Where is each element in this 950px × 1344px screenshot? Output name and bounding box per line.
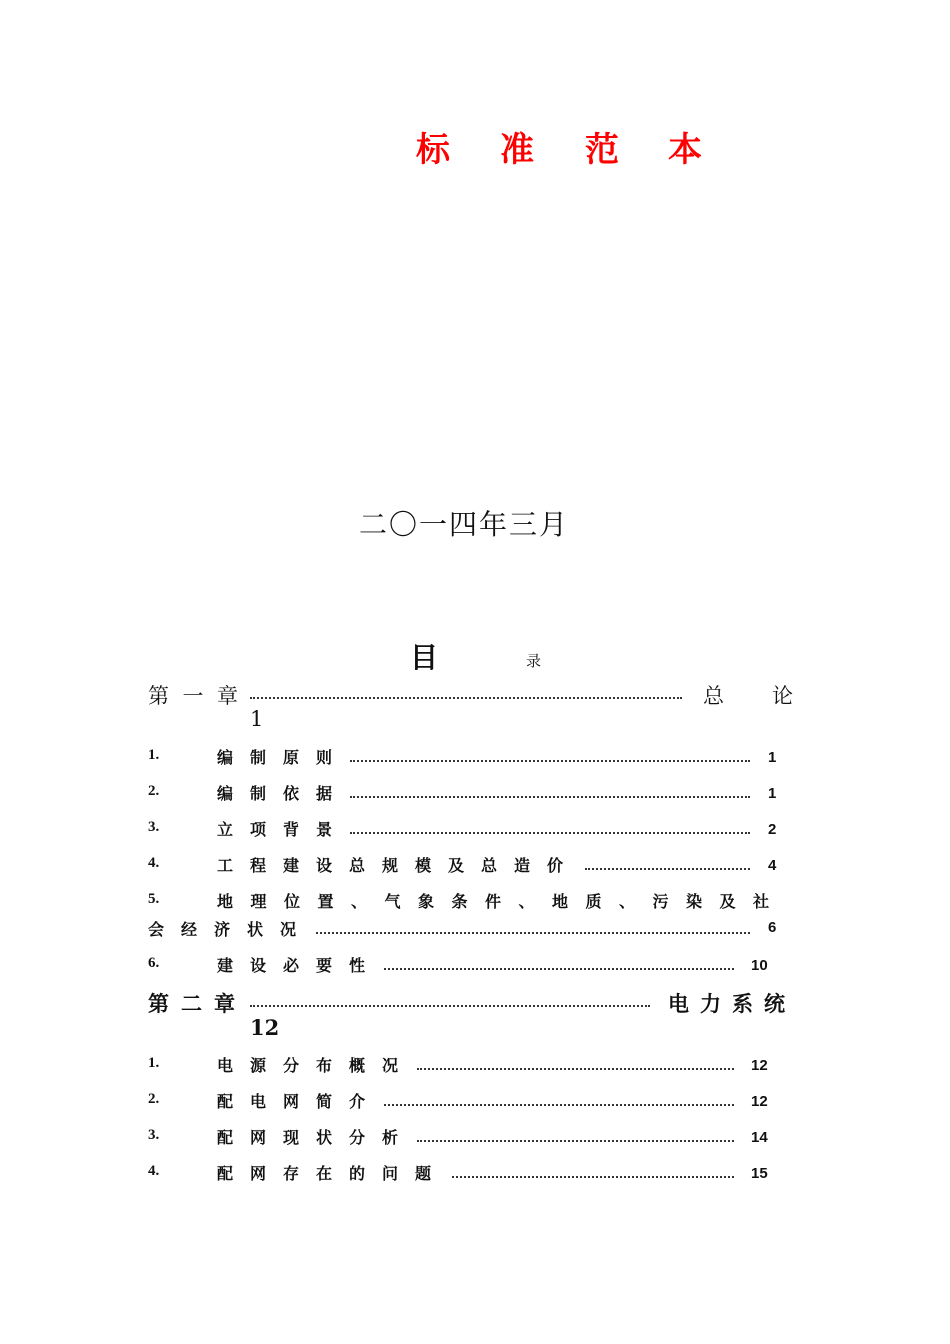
toc-leader-dots [250,1005,650,1007]
toc-leader-dots [316,932,750,934]
toc-section-title[interactable]: 配网现状分析 [217,1128,416,1147]
toc-section-number: 3. [148,1127,160,1143]
toc-section-title[interactable]: 电源分布概况 [217,1056,416,1075]
toc-section-page: 4 [768,857,777,874]
toc-leader-dots [417,1140,734,1142]
toc-chapter-label-char: 章 [217,684,238,708]
cover-title [400,122,730,182]
toc-section-title[interactable]: 配网存在的问题 [217,1164,449,1183]
cover-title-char: 本 [668,130,702,170]
toc-chapter-page: 1 [250,707,264,731]
toc-section-number: 1. [148,1055,160,1071]
toc-section-page: 2 [768,821,777,838]
toc-section-title[interactable]: 编制依据 [217,784,350,803]
toc-heading-main: 目 [410,641,439,674]
toc-section-number: 4. [148,1163,160,1179]
toc-section-number: 3. [148,819,160,835]
toc-section-page: 12 [751,1093,768,1110]
toc-section-page: 6 [768,919,777,936]
toc-section-number: 5. [148,891,160,907]
toc-section-number: 1. [148,747,160,763]
toc-chapter-title[interactable]: 电力系统 [668,991,796,1016]
toc-leader-dots [452,1176,734,1178]
toc-section-number: 2. [148,1091,160,1107]
toc-leader-dots [250,697,682,699]
toc-section-number: 6. [148,955,160,971]
toc-section-title[interactable]: 建设必要性 [217,956,383,975]
toc-section-page: 1 [768,785,777,802]
toc-leader-dots [350,760,750,762]
toc-leader-dots [384,1104,734,1106]
toc-chapter-title[interactable]: 总论 [703,684,841,708]
toc-chapter-label[interactable]: 第二章 [148,991,247,1016]
toc-leader-dots [585,868,750,870]
toc-section-page: 15 [751,1165,768,1182]
toc-leader-dots [384,968,734,970]
toc-heading-secondary: 录 [526,652,542,670]
toc-section-title[interactable]: 编制原则 [217,748,350,767]
toc-section-title[interactable]: 配电网简介 [217,1092,383,1111]
cover-title-char: 标 [416,130,450,170]
toc-leader-dots [350,832,750,834]
cover-title-char: 准 [500,130,534,170]
toc-section-title[interactable]: 立项背景 [217,820,350,839]
toc-section-page: 10 [751,957,768,974]
toc-section-page: 14 [751,1129,768,1146]
toc-section-number: 4. [148,855,160,871]
toc-section-title[interactable]: 工程建设总规模及总造价 [217,856,581,875]
cover-date: 二〇一四年三月 [359,508,570,541]
toc-leader-dots [417,1068,734,1070]
toc-chapter-label-char: 第 [148,684,169,708]
toc-section-page: 12 [751,1057,768,1074]
toc-section-title-line1[interactable]: 地理位置、气象条件、地质、污染及社 [217,892,787,911]
toc-section-title-line2[interactable]: 会经济状况 [148,920,314,939]
toc-chapter-page: 12 [250,1015,280,1040]
toc-chapter-label[interactable] [148,680,238,710]
toc-section-number: 2. [148,783,160,799]
toc-chapter-label-char: 一 [182,684,204,708]
toc-section-page: 1 [768,749,777,766]
toc-leader-dots [350,796,750,798]
cover-title-char: 范 [585,130,619,170]
